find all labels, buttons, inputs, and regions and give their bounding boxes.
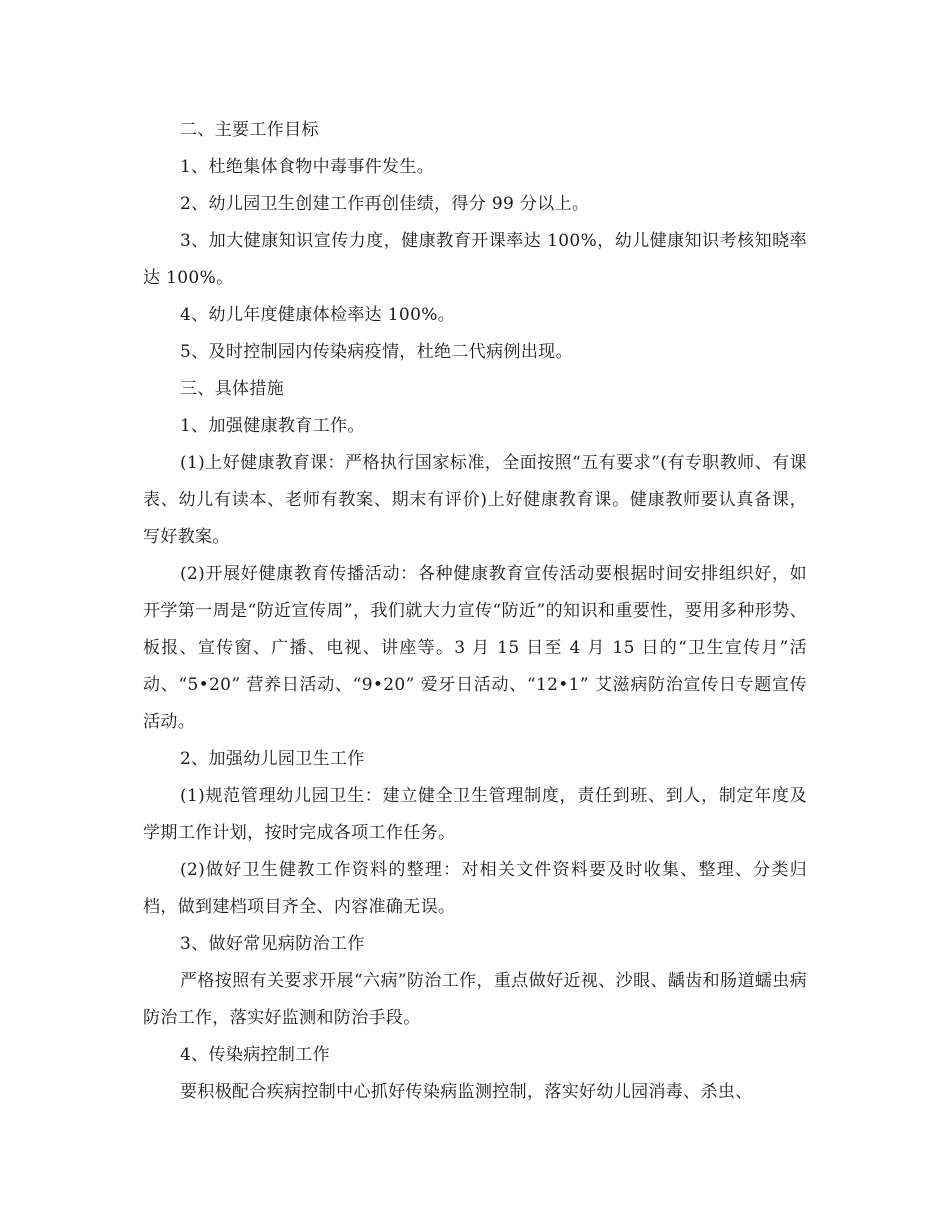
measure-paragraph: 严格按照有关要求开展“六病”防治工作，重点做好近视、沙眼、龋齿和肠道蠕虫病防治工作，落实好监测和防治手段。: [143, 971, 807, 1028]
measure-paragraph: (1)规范管理幼儿园卫生：建立健全卫生管理制度，责任到班、到人，制定年度及学期工作计划，按时完成各项工作任务。: [143, 786, 807, 843]
section-heading: 三、具体措施: [180, 379, 285, 399]
measure-heading: 2、加强幼儿园卫生工作: [180, 749, 365, 769]
goal-item: 2、幼儿园卫生创建工作再创佳绩，得分 99 分以上。: [180, 194, 590, 214]
section-heading: 二、主要工作目标: [180, 120, 319, 140]
measure-heading: 1、加强健康教育工作。: [180, 416, 365, 436]
goal-item: 5、及时控制园内传染病疫情，杜绝二代病例出现。: [180, 342, 573, 362]
measure-paragraph: (1)上好健康教育课：严格执行国家标准，全面按照“五有要求”(有专职教师、有课表、幼儿有读本、老师有教案、期末有评价)上好健康教育课。健康教师要认真备课，写好教案。: [143, 453, 807, 547]
measure-paragraph: (2)做好卫生健教工作资料的整理：对相关文件资料要及时收集、整理、分类归档，做到建档项目齐全、内容准确无误。: [143, 860, 807, 917]
goal-item: 4、幼儿年度健康体检率达 100%。: [180, 305, 456, 325]
document-body: [143, 112, 807, 1111]
measure-paragraph: 要积极配合疾病控制中心抓好传染病监测控制，落实好幼儿园消毒、杀虫、: [180, 1082, 753, 1102]
goal-item: 1、杜绝集体食物中毒事件发生。: [180, 157, 435, 177]
goal-item: 3、加大健康知识宣传力度，健康教育开课率达 100%，幼儿健康知识考核知晓率达 100%。: [143, 231, 807, 288]
measure-heading: 3、做好常见病防治工作: [180, 934, 365, 954]
measure-heading: 4、传染病控制工作: [180, 1045, 330, 1065]
measure-paragraph: (2)开展好健康教育传播活动：各种健康教育宣传活动要根据时间安排组织好，如开学第一周是“防近宣传周”，我们就大力宣传“防近”的知识和重要性，要用多种形势、板报、宣传窗、广播、电视、讲座等。3 月 15 日至 4 月 15 日的“卫生宣传月”活动、“5•20” 营养日活动、“9•20” 爱牙日活动、“12•1” 艾滋病防治宣传日专题宣传活动。: [143, 564, 807, 732]
